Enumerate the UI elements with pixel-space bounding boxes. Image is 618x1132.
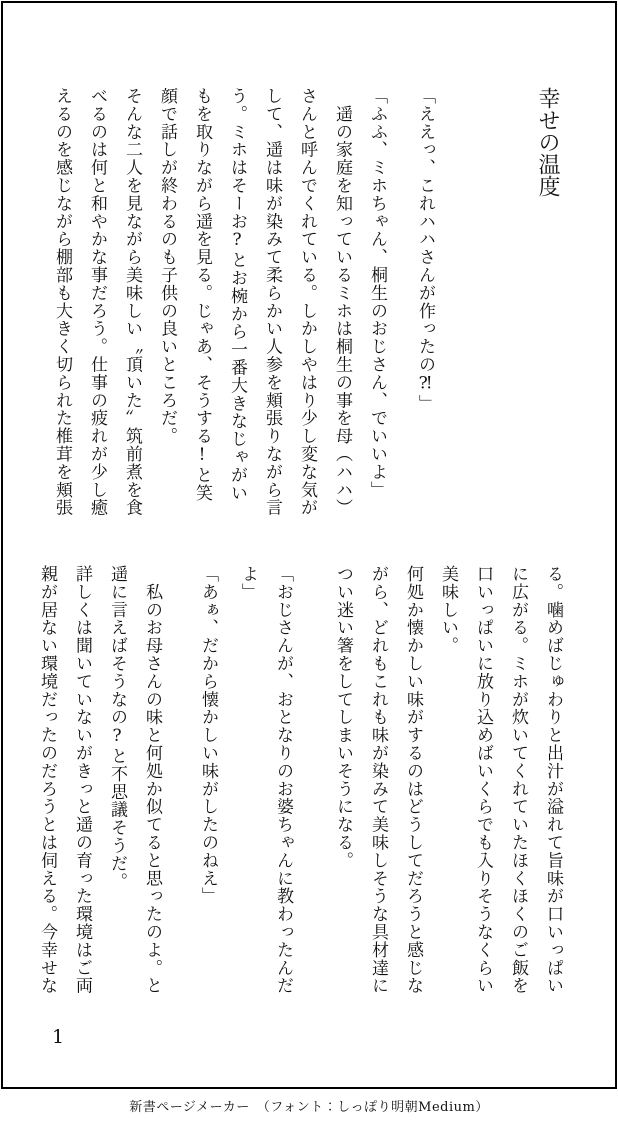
dialogue-line-1: 「ええっ、これハハさんが作ったの⁈」 [415, 87, 435, 413]
top-text-block [35, 87, 570, 519]
narrative-paragraph-2: そんな二人を見ながら美味しい〝頂いた〟筑前煮を食べるのは何と和やかな事だろう。仕事の疲れが少し癒えるのを感じながら棚部も大きく切られた椎茸を頬張 [52, 87, 142, 517]
narrative-paragraph-3: る。噛めばじゅわりと出汁が溢れて旨味が口いっぱいに広がる。ミホが炊いてくれていたほくほくのご飯を口いっぱいに放り込めばいくらでも入りそうなくらい美味しい。 [438, 565, 563, 995]
narrative-paragraph-5: 私のお母さんの味と何処か似てると思ったのよ。と遥に言えばそうなの?と不思議そうだ。 [107, 565, 162, 995]
dialogue-line-2: 「ふふ、ミホちゃん、桐生のおじさん、でいいよ」 [367, 87, 387, 499]
story-title: 幸せの温度 [535, 87, 560, 197]
narrative-paragraph-6: 詳しくは聞いていないがきっと遥の育った環境はご両親が居ない環境だったのだろうとは伺える。今幸せな [37, 565, 92, 995]
dialogue-line-4: 「あぁ、だから懐かしい味がしたのねえ」 [198, 565, 218, 906]
narrative-paragraph-1: 遥の家庭を知っているミホは桐生の事を母（ハハ）さんと呼んでくれている。しかしやはり少し変な気がして、遥は味が染みて柔らかい人参を頬張りながら言う。ミホはそーお?とお椀から一番大きなじゃがいもを取りながら遥を見る。じゃあ、そうする!と笑顔で話しが終わるのも子供の良いところだ。 [157, 87, 352, 517]
bottom-text-block [35, 565, 570, 997]
dialogue-line-3: 「おじさんが、おとなりのお婆ちゃんに教わったんだよ」 [238, 565, 293, 995]
footer-caption: 新書ページメーカー （フォント：しっぽり明朝Medium） [129, 1100, 489, 1115]
page-number: 1 [52, 1026, 65, 1048]
narrative-paragraph-4: 何処か懐かしい味がするのはどうしてだろうと感じながら、どれもこれも味が染みて美味しそうな具材達につい迷い箸をしてしまいそうになる。 [333, 565, 423, 995]
